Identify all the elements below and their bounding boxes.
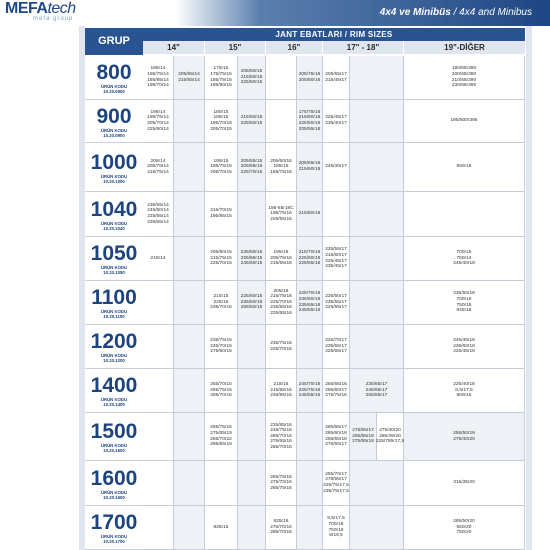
group-label	[85, 281, 143, 325]
product-code-label: ÜRÜN KODU	[100, 173, 128, 179]
group-label	[85, 325, 143, 369]
size-cell	[350, 56, 404, 100]
table-row	[85, 192, 526, 237]
product-code: 10.20.0800	[103, 89, 125, 94]
size-cell	[297, 143, 323, 192]
size-cell	[350, 192, 404, 237]
size-cell	[350, 506, 404, 550]
tire-size-list: 235/50r18 700r16 750r15 845r15	[453, 291, 475, 314]
size-cell	[377, 413, 404, 461]
tire-size-list: 265/65r17 265/60r18 255/65r18 275/60r17	[325, 425, 347, 448]
size-cell	[205, 369, 238, 413]
size-cell	[266, 325, 297, 369]
size-cell	[205, 143, 238, 192]
product-code: 10.20.1050	[103, 270, 125, 275]
size-cell	[238, 100, 266, 143]
size-cell	[205, 413, 238, 461]
size-cell	[238, 413, 266, 461]
size-cell	[350, 413, 377, 461]
size-cell	[174, 100, 205, 143]
tire-size-list: 195-65r16C 195/75r16 225/55r16	[268, 205, 294, 222]
size-cell	[143, 506, 174, 550]
size-cell	[297, 413, 323, 461]
group-number: 1050	[90, 242, 138, 265]
tire-size-list: 180r15 185r15 195/70r15 205/70r15	[210, 109, 232, 132]
size-cell	[238, 237, 266, 281]
group-label	[85, 506, 143, 550]
size-cell	[238, 506, 266, 550]
product-code-label: ÜRÜN KODU	[100, 353, 128, 358]
brand-tagline: mefa group	[33, 16, 74, 22]
group-number: 1100	[91, 286, 137, 309]
size-cell	[143, 192, 174, 237]
size-cell	[350, 461, 404, 506]
group-label	[85, 143, 143, 192]
table-row	[85, 325, 526, 369]
tire-size-list: 205r14 205/75r14 215/75r14	[147, 158, 169, 175]
group-number: 1000	[90, 150, 138, 174]
tire-size-list: 225/55r17 215/60r17 225/45r17 235/45r17	[325, 247, 347, 270]
size-cell	[174, 143, 205, 192]
brand-name-italic: tech	[47, 0, 76, 17]
size-cell	[174, 369, 205, 413]
size-cell	[205, 56, 238, 100]
tire-size-list: 275/40r20 285/45r20 225/785r17,5	[375, 428, 405, 445]
size-cell	[323, 100, 350, 143]
tire-size-list: 245/45r18 235/60r18 225/45r19	[453, 338, 475, 355]
tire-size-list: 9,5r17,5 700r18 750r18 8r19,5	[327, 516, 345, 539]
size-cell	[404, 237, 525, 281]
product-code: 10.20.1600	[103, 494, 125, 500]
size-cell	[266, 237, 297, 281]
size-cell	[143, 237, 174, 281]
size-cell	[238, 369, 266, 413]
table-row	[85, 100, 526, 143]
tire-size-list: 205/60r15 215/60r15 225/50r15	[240, 69, 263, 86]
tire-size-list: 225/50r17 235/55r17 225/55r17	[325, 294, 347, 311]
size-cell	[350, 325, 404, 369]
size-cell	[404, 506, 525, 550]
size-cell	[323, 281, 350, 325]
size-cell	[350, 143, 404, 192]
size-col-14: 14"	[143, 41, 205, 54]
group-number: 1600	[90, 466, 138, 490]
tire-size-list: 275/65r17 265/65r18 275/55r18	[352, 428, 374, 445]
tire-size-list: 195r14 195/75r14 205/70r14 225/60r14	[147, 109, 169, 132]
size-cell	[238, 143, 266, 192]
size-cell	[297, 325, 323, 369]
size-cell	[143, 281, 174, 325]
size-cell	[205, 325, 238, 369]
size-col-15: 15"	[205, 41, 266, 54]
tire-size-list: 215/60r16	[298, 211, 321, 217]
tire-size-list: 185r14 195/75r14 185/85r14 195/70r14	[147, 66, 169, 89]
table-row	[85, 237, 526, 281]
product-code: 10.20.1200	[103, 358, 125, 363]
size-cell	[323, 237, 350, 281]
product-code-label: ÜRÜN KODU	[100, 84, 128, 89]
tire-size-list: 225/70r16 235/60r16 235/65r16 245/55r16	[298, 291, 321, 314]
tire-size-list: 215/70r16 225/60r16 225/65r16	[298, 250, 321, 267]
group-number: 1040	[90, 197, 138, 221]
tire-size-list: 215r14	[150, 255, 166, 261]
tire-size-list: 215r16 215/85r16 235/85r16	[270, 382, 292, 399]
tire-size-list: 235/60r15 225/65r15 245/60r15	[240, 250, 263, 267]
size-cell	[266, 100, 297, 143]
product-code-label: ÜRÜN KODU	[100, 534, 128, 539]
tire-size-list: 255/70r15 255/75r15 265/70r15	[210, 382, 232, 399]
size-cell	[404, 100, 525, 143]
size-cell	[297, 237, 323, 281]
tire-size-list: 285/50r20 650r20 750r20	[453, 519, 475, 536]
size-cell	[323, 461, 350, 506]
group-label	[85, 56, 143, 100]
size-cell	[238, 56, 266, 100]
size-cell	[143, 461, 174, 506]
product-code: 10.20.1400	[103, 402, 125, 407]
size-cell	[323, 325, 350, 369]
size-cell	[266, 56, 297, 100]
tire-size-list: 235/85r16 245/75r16 265/70r16 275/65r16 255/70r16	[270, 422, 292, 450]
tire-size-list: 245/70r16 225/75r16 245/65r16	[298, 382, 321, 399]
size-cell	[297, 461, 323, 506]
brand-logo	[5, 1, 76, 17]
tire-size-list: 205/65r14 215/65r14	[178, 71, 200, 83]
tire-size-list: 190/65r390 200/65r390 210/55r390 230/65r390	[451, 66, 477, 89]
size-cell	[174, 237, 205, 281]
tire-size-list: 235/65r17 245/65r17 265/65r17	[365, 382, 388, 399]
group-label	[85, 413, 143, 461]
size-cell	[205, 237, 238, 281]
tire-size-list: 235/75r16 225/70r16	[270, 340, 292, 352]
tire-size-list: 825r16 275/70r16 285/70r16	[270, 519, 292, 536]
size-cell	[404, 56, 525, 100]
group-label	[85, 100, 143, 143]
page-title-rest: / 4x4 and Minibus	[450, 7, 532, 18]
product-code-label: ÜRÜN KODU	[100, 265, 128, 270]
size-cell	[143, 100, 174, 143]
group-label	[85, 237, 143, 281]
tire-size-list: 205/55r17 215/45r17	[325, 71, 347, 83]
product-code-label: ÜRÜN KODU	[100, 443, 128, 448]
grup-header: GRUP	[85, 28, 143, 55]
product-code-label: ÜRÜN KODU	[100, 220, 128, 226]
size-cell	[205, 461, 238, 506]
tire-size-list: 265/75r15 275/65r19 285/70r22 285/65r19	[210, 425, 232, 448]
table-row	[85, 461, 526, 506]
tire-size-list: 205/65r16 215/60r16	[298, 161, 321, 172]
size-cell	[143, 143, 174, 192]
size-cell	[266, 281, 297, 325]
tire-size-list: 205/55r15 205/65r15 225/70r15	[240, 158, 263, 175]
size-cell	[174, 325, 205, 369]
size-col-16: 16"	[266, 41, 323, 54]
tire-size-list: 205/60r16 185r16 185/75r16	[270, 158, 292, 175]
group-label	[85, 461, 143, 506]
size-cell	[350, 369, 404, 413]
brand-name: MEFA	[5, 0, 48, 17]
size-cell	[350, 100, 404, 143]
table-row	[85, 143, 526, 192]
size-cell	[404, 192, 525, 237]
group-label	[85, 369, 143, 413]
size-cell	[205, 100, 238, 143]
size-cell	[404, 413, 525, 461]
tire-size-list: 245/40r17	[325, 164, 347, 170]
product-code: 10.20.1700	[103, 539, 125, 544]
tire-size-list: 265/75r16 275/70r16 285/75r16	[270, 474, 292, 491]
table-row	[85, 281, 526, 325]
tire-size-list: 225/60r15 235/60r15 255/60r15	[240, 294, 263, 311]
size-cell	[404, 143, 525, 192]
size-cell	[323, 56, 350, 100]
size-cell	[143, 413, 174, 461]
table-row	[85, 56, 526, 100]
rim-size-header	[85, 28, 526, 55]
page-title	[380, 7, 532, 18]
rim-size-title: JANT EBATLARI / RIM SIZES	[143, 28, 525, 41]
size-cell	[297, 56, 323, 100]
tire-size-list: 205r16 215/75r16 225/70r16 235/65r16 225/65r16	[270, 288, 292, 316]
size-cell	[174, 461, 205, 506]
size-cell	[266, 413, 297, 461]
size-cell	[266, 369, 297, 413]
tire-size-list: 225/70r17 235/55r17 225/65r17	[325, 338, 347, 355]
size-cell	[205, 281, 238, 325]
tire-size-list: 315/35r20	[453, 480, 475, 486]
size-cell	[350, 237, 404, 281]
size-cell	[143, 325, 174, 369]
tire-size-list: 225/40r18 8,5r17,5 900r15	[453, 382, 475, 399]
product-code-label: ÜRÜN KODU	[100, 127, 128, 133]
group-number: 1200	[90, 330, 138, 353]
size-cell	[323, 143, 350, 192]
size-col-17-18: 17" - 18"	[323, 41, 404, 54]
tire-size-list: 195/500r395	[450, 118, 478, 124]
size-cell	[297, 281, 323, 325]
size-cell	[297, 100, 323, 143]
size-cell	[174, 192, 205, 237]
group-number: 900	[96, 104, 132, 128]
size-cell	[323, 413, 350, 461]
size-cell	[205, 192, 238, 237]
tire-size-list: 175/75r16 215/50r16 225/50r16 205/55r16	[298, 109, 321, 132]
size-cell	[205, 506, 238, 550]
product-code: 10.20.1040	[103, 225, 125, 231]
product-code-label: ÜRÜN KODU	[100, 397, 128, 402]
size-cell	[143, 56, 174, 100]
tire-size-list: 225/45r17 235/40r17	[325, 115, 347, 126]
size-cell	[404, 461, 525, 506]
tire-size-list: 255/70r17 275/55r17 225/75r17,5 235/75r17,5	[323, 471, 349, 494]
product-code: 10.20.1100	[103, 314, 125, 319]
size-cell	[350, 281, 404, 325]
size-cell	[297, 192, 323, 237]
table-row	[85, 413, 526, 461]
product-code: 10.20.1000	[103, 178, 125, 184]
size-cell	[404, 281, 525, 325]
tire-size-list: 650r16	[456, 164, 472, 170]
tire-size-list: 215/70r15 195/85r15	[210, 208, 232, 219]
tire-size-list: 195r15 195/75r15 205/70r15	[210, 158, 232, 175]
size-cell	[174, 281, 205, 325]
size-cell	[174, 413, 205, 461]
size-cell	[404, 369, 525, 413]
size-cell	[266, 461, 297, 506]
product-code-label: ÜRÜN KODU	[100, 489, 128, 495]
group-label	[85, 192, 143, 237]
size-cell	[297, 369, 323, 413]
tire-size-list: 205/80r15 215/75r15 225/70r15	[210, 250, 232, 267]
size-cell	[238, 325, 266, 369]
size-cell	[404, 325, 525, 369]
size-cell	[143, 369, 174, 413]
size-cell	[323, 369, 350, 413]
size-cell	[238, 461, 266, 506]
size-cell	[297, 506, 323, 550]
size-cell	[174, 56, 205, 100]
group-number: 1700	[90, 511, 138, 534]
tire-size-list: 825r15	[213, 524, 229, 530]
tire-size-list: 235/55r14 245/60r14 225/65r14 235/65r14	[147, 202, 169, 225]
group-number: 800	[96, 61, 132, 84]
size-col-19-other: 19"-DİĞER	[404, 41, 525, 54]
page-title-bold: 4x4 ve Minibüs	[379, 7, 451, 18]
product-code-label: ÜRÜN KODU	[100, 309, 128, 314]
tire-size-list: 215/60r15 225/60r15	[240, 115, 263, 126]
size-cell	[266, 192, 297, 237]
table-row	[85, 506, 526, 550]
size-cell	[323, 506, 350, 550]
tire-size-list: 255/65r16 255/60r17 275/75r16	[325, 382, 347, 399]
product-code: 10.20.1500	[103, 448, 125, 453]
right-border	[526, 26, 532, 550]
product-code: 10.20.0900	[103, 132, 125, 138]
tire-size-list: 205/75r16 205/80r16	[298, 71, 321, 83]
tire-size-list: 175r15 175/75r15 185/75r15 185/80r15	[210, 66, 232, 89]
group-number: 1500	[90, 420, 138, 443]
table-row	[85, 369, 526, 413]
tire-size-list: 700r15 750r14 245/40r18	[453, 250, 475, 267]
tire-size-list: 215r15 225r15 235/70r15	[210, 294, 232, 311]
size-cell	[238, 192, 266, 237]
size-cell	[174, 506, 205, 550]
group-number: 1400	[90, 374, 138, 397]
size-cell	[266, 143, 297, 192]
size-cell	[238, 281, 266, 325]
tire-size-list: 195r16 205/75r16 215/65r16	[270, 250, 292, 267]
tire-size-list: 255/50r19 275/40r20	[453, 430, 475, 442]
tire-size-list: 235/75r15 245/70r15 275/60r15	[210, 338, 232, 355]
size-cell	[266, 506, 297, 550]
size-cell	[323, 192, 350, 237]
